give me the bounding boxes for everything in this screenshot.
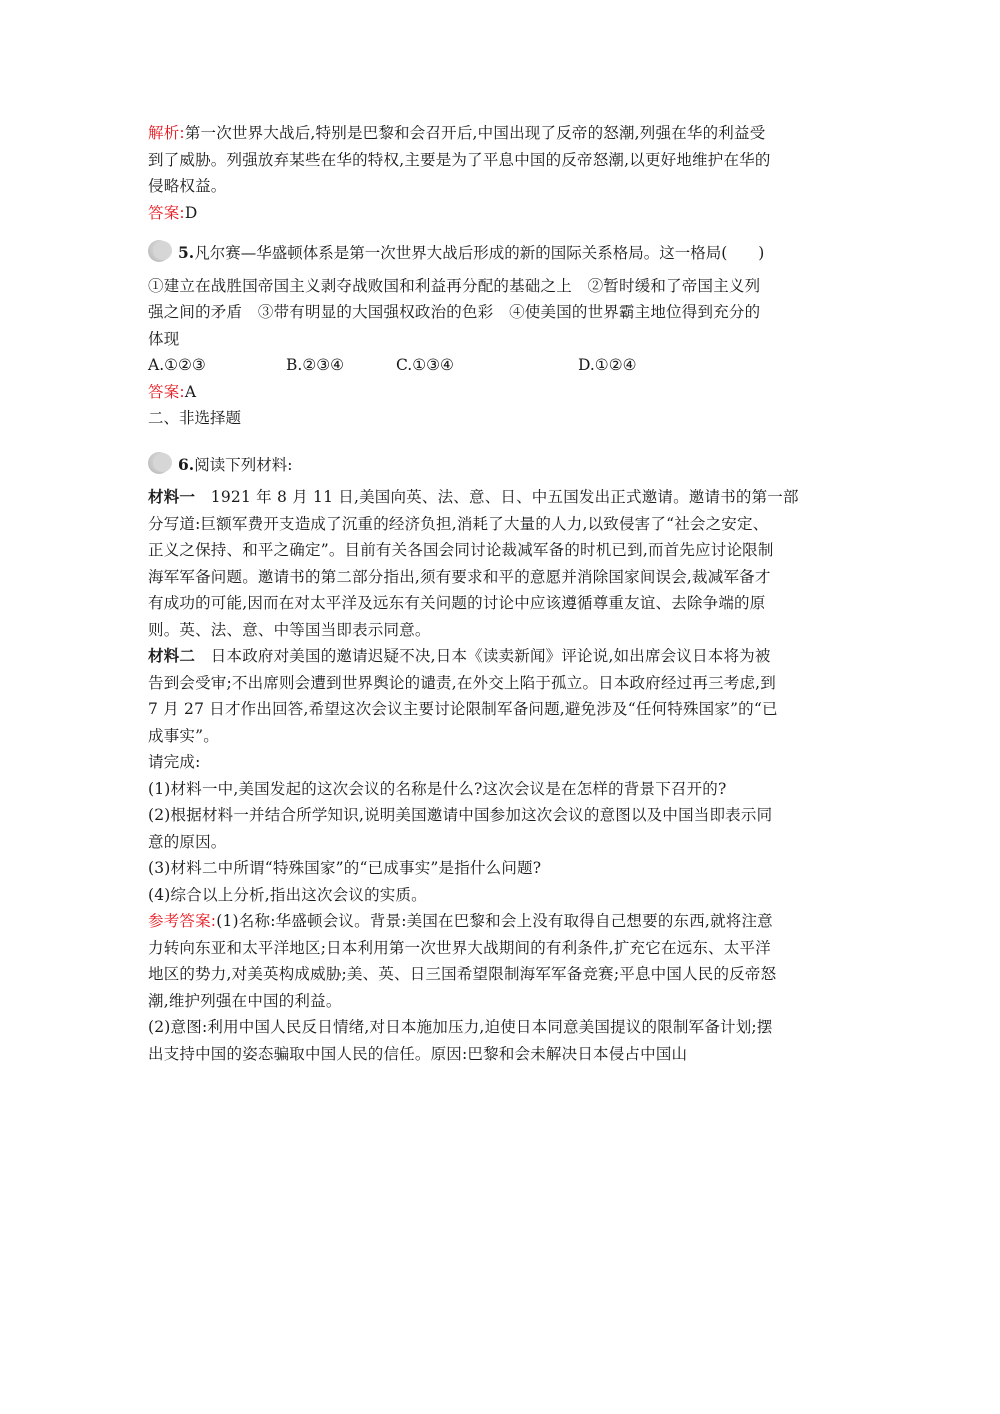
statement-line: 强之间的矛盾 ③带有明显的大国强权政治的色彩 ④使美国的世界霸主地位得到充分的 [148, 303, 761, 321]
material-line: 分写道:巨额军费开支造成了沉重的经济负担,消耗了大量的人力,以致侵害了“社会之安定、 [148, 514, 769, 533]
reference-line: 出支持中国的姿态骗取中国人民的信任。原因:巴黎和会未解决日本侵占中国山 [148, 1044, 688, 1063]
sub-question: 意的原因。 [148, 832, 227, 851]
material-line: 海军军备问题。邀请书的第二部分指出,须有要求和平的意愿并消除国家间误会,裁减军备才 [148, 567, 771, 586]
material-line: 告到会受审;不出席则会遭到世界舆论的谴责,在外交上陷于孤立。日本政府经过再三考虑,到 [148, 673, 776, 692]
statement-line: 体现 [148, 329, 180, 348]
question-marker-icon [148, 240, 170, 262]
answer-value: D [184, 203, 198, 222]
statement-line: ①建立在战胜国帝国主义剥夺战败国和利益再分配的基础之上 ②暂时缓和了帝国主义列 [148, 276, 761, 295]
material-label: 材料二 [148, 647, 196, 665]
analysis-line: 侵略权益。 [148, 177, 227, 195]
option-b[interactable]: B.②③④ [286, 356, 345, 374]
material-line: 7 月 27 日才作出回答,希望这次会议主要讨论限制军备问题,避免涉及“任何特殊国家”的“已 [148, 700, 778, 718]
analysis-line: 到了威胁。列强放弃某些在华的特权,主要是为了平息中国的反帝怒潮,以更好地维护在华的 [148, 150, 771, 169]
reference-line: 力转向东亚和太平洋地区;日本利用第一次世界大战期间的有利条件,扩充它在远东、太平洋 [148, 938, 771, 957]
q6-stem [148, 452, 848, 479]
document-page [148, 120, 848, 1067]
prompt: 请完成: [148, 753, 201, 771]
option-d[interactable]: D.①②④ [578, 356, 637, 374]
sub-question: (3)材料二中所谓“特殊国家”的“已成事实”是指什么问题? [148, 859, 542, 877]
q5-options [148, 352, 848, 379]
reference-label: 参考答案: [148, 912, 217, 930]
q5-stem [148, 240, 848, 267]
question-number: 5. [178, 243, 195, 262]
q5-answer [148, 379, 848, 406]
question-number: 6. [178, 454, 195, 474]
answer-label: 答案: [148, 203, 185, 222]
reference-line: (2)意图:利用中国人民反日情绪,对日本施加压力,迫使日本同意美国提议的限制军备计划;摆 [148, 1018, 773, 1036]
question-stem: 阅读下列材料: [194, 455, 293, 474]
sub-question: (4)综合以上分析,指出这次会议的实质。 [148, 885, 427, 904]
option-a[interactable]: A.①②③ [148, 356, 206, 374]
q5-statements [148, 273, 848, 353]
material-line: 则。英、法、意、中等国当即表示同意。 [148, 620, 431, 639]
reference-answer [148, 908, 848, 1067]
material-line: 1921 年 8 月 11 日,美国向英、法、意、日、中五国发出正式邀请。邀请书的第一部 [195, 488, 799, 506]
sub-question: (2)根据材料一并结合所学知识,说明美国邀请中国参加这次会议的意图以及中国当即表示同 [148, 806, 773, 824]
material-label: 材料一 [148, 488, 196, 506]
section-title: 二、非选择题 [148, 409, 242, 427]
sub-questions [148, 776, 848, 909]
material-line: 有成功的可能,因而在对太平洋及远东有关问题的讨论中应该遵循尊重友谊、去除争端的原 [148, 594, 766, 612]
q4-answer [148, 200, 848, 227]
reference-line: 潮,维护列强在中国的利益。 [148, 991, 342, 1010]
material-1 [148, 484, 848, 643]
analysis-line: 第一次世界大战后,特别是巴黎和会召开后,中国出现了反帝的怒潮,列强在华的利益受 [184, 124, 766, 142]
option-c[interactable]: C.①③④ [396, 356, 454, 374]
material-line: 正义之保持、和平之确定”。目前有关各国会同讨论裁减军备的时机已到,而首先应讨论限制 [148, 541, 774, 559]
analysis-label: 解析: [148, 124, 185, 142]
reference-line: 地区的势力,对美英构成威胁;美、英、日三国希望限制海军军备竞赛;平息中国人民的反帝怒 [148, 965, 777, 983]
material-line: 成事实”。 [148, 726, 219, 745]
answer-value: A [184, 382, 197, 401]
sub-question: (1)材料一中,美国发起的这次会议的名称是什么?这次会议是在怎样的背景下召开的? [148, 779, 727, 798]
q4-analysis [148, 120, 848, 200]
material-line: 日本政府对美国的邀请迟疑不决,日本《读卖新闻》评论说,如出席会议日本将为被 [195, 647, 771, 665]
answer-label: 答案: [148, 382, 185, 401]
question-marker-icon [148, 452, 170, 474]
question-stem: 凡尔赛—华盛顿体系是第一次世界大战后形成的新的国际关系格局。这一格局( ) [194, 244, 765, 262]
material-2 [148, 643, 848, 749]
reference-line: (1)名称:华盛顿会议。背景:美国在巴黎和会上没有取得自己想要的东西,就将注意 [216, 912, 773, 930]
